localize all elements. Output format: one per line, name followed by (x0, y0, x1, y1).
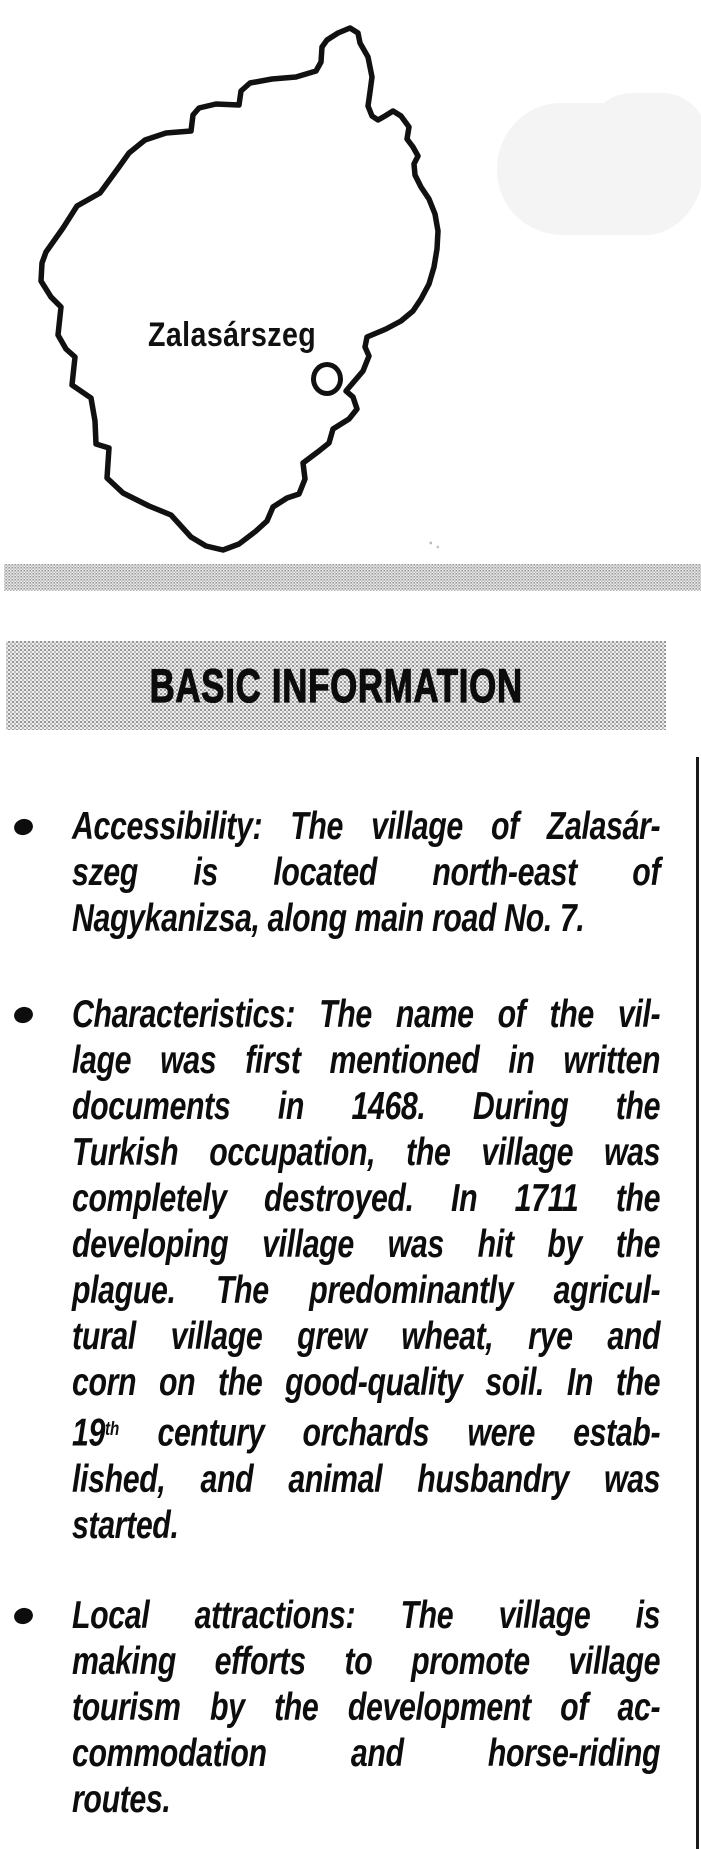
body-text-line: lage was first mentioned in written (72, 1039, 661, 1082)
body-text-line: tural village grew wheat, rye and (72, 1315, 661, 1358)
body-text-line: corn on the good-quality soil. In the (72, 1361, 661, 1404)
section-header-box (6, 641, 666, 730)
bullet-dot-icon (12, 1606, 34, 1626)
body-text-line: Nagykanizsa, along main road No. 7. (72, 897, 585, 940)
bullet-text (72, 804, 660, 942)
bullet-item (0, 804, 701, 942)
body-text-line: documents in 1468. During the (72, 1085, 661, 1128)
village-label: Zalasárszeg (148, 316, 317, 354)
body-text-line: routes. (72, 1777, 171, 1821)
bullet-text (72, 1593, 660, 1823)
bullet-list (0, 804, 701, 1823)
scan-speck (428, 540, 442, 550)
body-text-line: developing village was hit by the (72, 1223, 661, 1266)
section-title: BASIC INFORMATION (149, 659, 523, 712)
body-text-line: 19th century orchards were estab- (72, 1411, 661, 1455)
body-text-line: making efforts to promote village (72, 1639, 661, 1683)
body-text-line: tourism by the development of ac- (72, 1685, 661, 1729)
body-text-line: Characteristics: The name of the vil- (72, 993, 661, 1036)
section-divider (4, 564, 701, 591)
body-text-line: Turkish occupation, the village was (72, 1131, 661, 1174)
body-text-line: commodation and horse-riding (72, 1731, 661, 1775)
bullet-dot-icon (12, 1005, 34, 1025)
body-text-line: Accessibility: The village of Zalasár- (72, 805, 661, 848)
body-text-line: started. (72, 1503, 179, 1547)
bullet-item (0, 1593, 701, 1823)
scan-artifact-blob (497, 103, 701, 235)
village-marker-icon (311, 362, 343, 396)
body-text-line: completely destroyed. In 1711 the (72, 1177, 661, 1220)
bullet-text (72, 992, 660, 1549)
bullet-item (0, 992, 701, 1549)
body-text-line: Local attractions: The village is (72, 1593, 661, 1637)
body-text-line: plague. The predominantly agricul- (72, 1269, 661, 1312)
body-text-line: lished, and animal husbandry was (72, 1457, 661, 1501)
county-outline-icon (0, 0, 470, 560)
body-text-line: szeg is located north-east of (72, 851, 661, 894)
page-edge-line (696, 757, 699, 1849)
county-map-figure (0, 0, 701, 560)
bullet-dot-icon (12, 817, 34, 837)
